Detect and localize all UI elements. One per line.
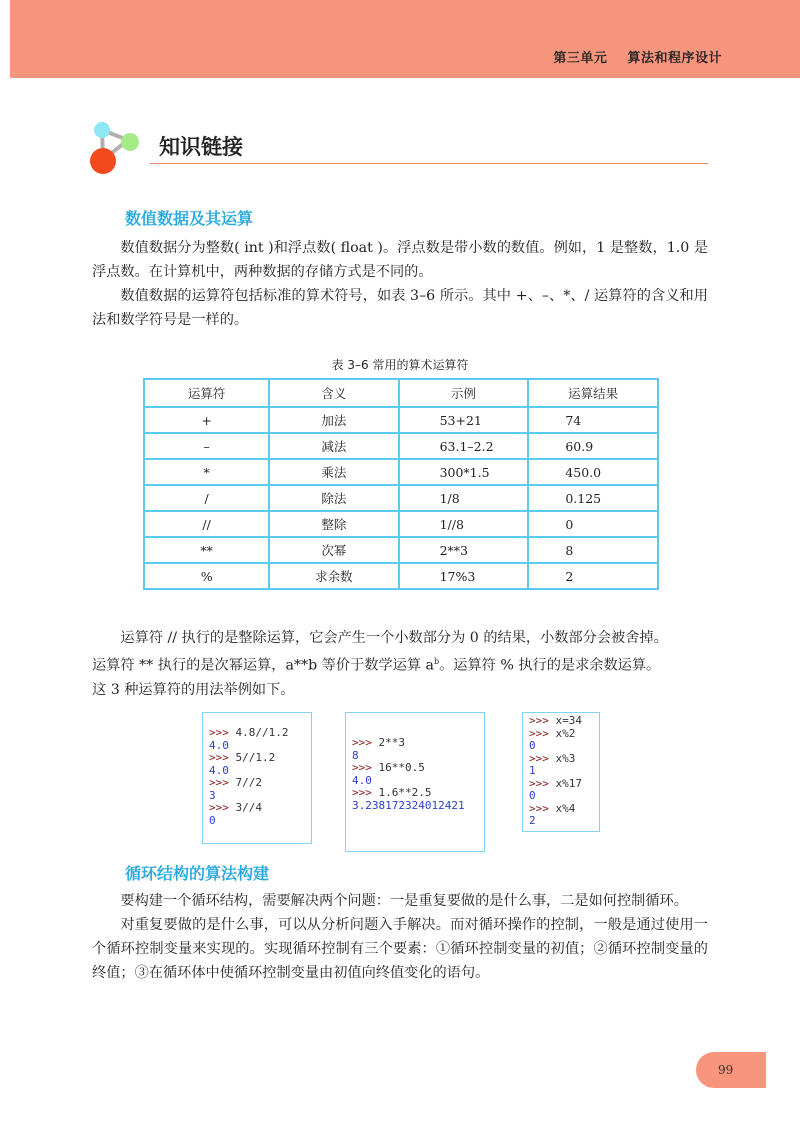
cell-meaning: 整除 xyxy=(269,511,398,537)
shell-prompt: >>> xyxy=(209,801,229,814)
shell-output-line: 0 xyxy=(529,739,536,752)
cell-example: 1/8 xyxy=(399,485,529,511)
cell-example: 300*1.5 xyxy=(399,459,529,485)
shell-output-line: 8 xyxy=(352,748,359,762)
section1-text xyxy=(92,236,708,332)
shell-prompt: >>> xyxy=(352,736,372,749)
header-band xyxy=(10,0,800,78)
operators-table xyxy=(143,378,659,590)
shell-input-line: >>> x=34 xyxy=(529,714,582,727)
cell-result: 450.0 xyxy=(528,459,658,485)
cell-result: 0 xyxy=(528,511,658,537)
paragraph: 数值数据的运算符包括标准的算术符号，如表 3–6 所示。其中 +、–、*、/ 运算符的含义和用法和数学符号是一样的。 xyxy=(92,288,708,328)
shell-input-line: >>> x%3 xyxy=(529,751,576,765)
shell-prompt: >>> xyxy=(529,801,549,815)
table-row xyxy=(144,433,658,459)
cell-example: 17%3 xyxy=(399,563,529,589)
cell-meaning: 求余数 xyxy=(269,563,398,589)
cell-operator: / xyxy=(144,485,269,511)
section-divider xyxy=(150,163,708,164)
cell-operator: * xyxy=(144,459,269,485)
page-number: 99 xyxy=(718,1063,734,1077)
cell-meaning: 减法 xyxy=(269,433,398,459)
shell-output-line: 3.238172324012421 xyxy=(352,798,465,812)
shell-output-line: 0 xyxy=(529,789,536,802)
table-row xyxy=(144,485,658,511)
shell-prompt: >>> xyxy=(529,726,549,740)
shell-example-power xyxy=(345,712,485,852)
paragraph: 运算符 ** 执行的是次幂运算，a**b 等价于数学运算 $a^b$。运算符 % 执行的是求余数运算。 xyxy=(92,657,661,674)
table-header-row xyxy=(144,379,658,407)
column-header: 含义 xyxy=(269,379,398,407)
section-title-numeric-data: 数值数据及其运算 xyxy=(125,209,254,228)
operator-explanation xyxy=(92,626,708,702)
shell-example-modulo xyxy=(522,712,600,832)
section2-text xyxy=(92,889,708,985)
table-row xyxy=(144,537,658,563)
shell-input-line: >>> 7//2 xyxy=(209,776,262,789)
paragraph: 运算符 // 执行的是整除运算，它会产生一个小数部分为 0 的结果，小数部分会被舍掉。 xyxy=(120,630,668,646)
cell-example: 53+21 xyxy=(399,407,529,433)
shell-input-line: >>> 3//4 xyxy=(209,801,262,814)
cell-operator: – xyxy=(144,433,269,459)
column-header: 示例 xyxy=(399,379,529,407)
shell-input-line: >>> x%2 xyxy=(529,726,576,740)
column-header: 运算结果 xyxy=(528,379,658,407)
paragraph: 这 3 种运算符的用法举例如下。 xyxy=(92,681,295,698)
paragraph: 要构建一个循环结构，需要解决两个问题：一是重复要做的是什么事，二是如何控制循环。 xyxy=(120,893,688,909)
shell-output-line: 2 xyxy=(529,814,536,827)
shell-output-line: 4.0 xyxy=(352,773,372,787)
cell-result: 8 xyxy=(528,537,658,563)
shell-input-line: >>> 2**3 xyxy=(352,736,405,749)
cell-meaning: 次幂 xyxy=(269,537,398,563)
shell-prompt: >>> xyxy=(529,714,549,727)
paragraph: 数值数据分为整数( int )和浮点数( float )。浮点数是带小数的数值。例如，1 是整数，1.0 是浮点数。在计算机中，两种数据的存储方式是不同的。 xyxy=(92,240,708,280)
table-caption: 表 3–6 常用的算术运算符 xyxy=(331,358,469,372)
shell-prompt: >>> xyxy=(352,761,372,774)
shell-prompt: >>> xyxy=(209,726,229,739)
cell-result: 2 xyxy=(528,563,658,589)
cell-example: 2**3 xyxy=(399,537,529,563)
shell-input-line: >>> 4.8//1.2 xyxy=(209,726,289,739)
cell-example: 1//8 xyxy=(399,511,529,537)
shell-prompt: >>> xyxy=(352,786,372,799)
cell-meaning: 除法 xyxy=(269,485,398,511)
shell-input-line: >>> 5//1.2 xyxy=(209,751,276,764)
shell-output-line: 0 xyxy=(209,813,216,827)
shell-input-line: >>> x%4 xyxy=(529,801,576,815)
cell-meaning: 乘法 xyxy=(269,459,398,485)
shell-output-line: 1 xyxy=(529,764,536,777)
knowledge-link-title: 知识链接 xyxy=(159,135,243,159)
shell-prompt: >>> xyxy=(529,776,549,790)
shell-prompt: >>> xyxy=(209,751,229,764)
section-title-loop-structure: 循环结构的算法构建 xyxy=(125,864,270,883)
shell-prompt: >>> xyxy=(529,751,549,765)
cell-result: 60.9 xyxy=(528,433,658,459)
shell-output-line: 4.0 xyxy=(209,763,229,777)
knowledge-link-icon xyxy=(88,118,158,178)
table-row xyxy=(144,407,658,433)
shell-input-line: >>> 1.6**2.5 xyxy=(352,786,432,799)
table-row xyxy=(144,563,658,589)
shell-example-floor-division xyxy=(202,712,312,844)
table-row xyxy=(144,511,658,537)
shell-input-line: >>> x%17 xyxy=(529,776,582,790)
cell-result: 74 xyxy=(528,407,658,433)
shell-output-line: 4.0 xyxy=(209,738,229,752)
cell-meaning: 加法 xyxy=(269,407,398,433)
shell-output-line: 3 xyxy=(209,788,216,802)
cell-operator: ** xyxy=(144,537,269,563)
table-row xyxy=(144,459,658,485)
cell-operator: % xyxy=(144,563,269,589)
cell-result: 0.125 xyxy=(528,485,658,511)
column-header: 运算符 xyxy=(144,379,269,407)
unit-title: 第三单元 算法和程序设计 xyxy=(553,51,722,66)
cell-operator: // xyxy=(144,511,269,537)
cell-operator: + xyxy=(144,407,269,433)
shell-prompt: >>> xyxy=(209,776,229,789)
paragraph: 对重复要做的是什么事，可以从分析问题入手解决。而对循环操作的控制，一般是通过使用一个循环控制变量来实现的。实现循环控制有三个要素：①循环控制变量的初值；②循环控制变量的终值；③在循环体中使循环控制变量由初值向终值变化的语句。 xyxy=(92,917,708,981)
cell-example: 63.1–2.2 xyxy=(399,433,529,459)
shell-input-line: >>> 16**0.5 xyxy=(352,761,425,774)
